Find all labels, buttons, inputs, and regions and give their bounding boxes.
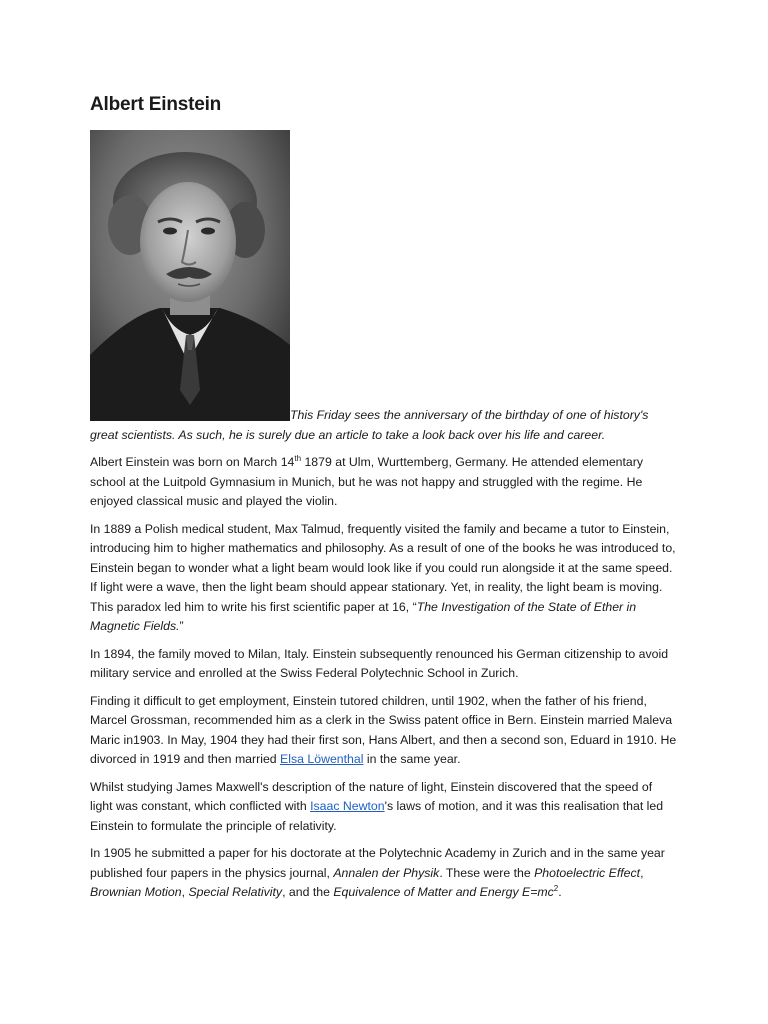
paper-mass-energy: Equivalence of Matter and Energy E=mc (333, 885, 554, 899)
link-isaac-newton[interactable]: Isaac Newton (310, 799, 385, 813)
text-segment: . These were the (439, 865, 535, 880)
text-segment: Albert Einstein was born on March 14 (90, 455, 295, 469)
paper-brownian: Brownian Motion (90, 885, 182, 899)
text-segment: In 1889 a Polish medical student, Max Talmud, frequently visited the family and became a tutor to Einstein, introducing him to higher mathematics and philosophy. As a result of one of the books he was introduced to, Einstein began to wonder what a light beam would look like if you could run alongside it at the same speed. If light were a wave, then the light beam should appear stationary. Yet, in reality, the light beam is moving. This paradox led him to write his first scientific paper at 16, “ (90, 521, 676, 614)
paper-title: The Investigation of the State of Ether in Magnetic Fields. (90, 599, 637, 633)
link-elsa-lowenthal[interactable]: Elsa Löwenthal (280, 752, 364, 766)
text-segment: , (181, 885, 189, 899)
paragraph-talmud (90, 520, 678, 637)
article-body (90, 406, 678, 911)
text-segment: in the same year. (363, 752, 461, 766)
paragraph-1905 (90, 844, 678, 903)
intro-paragraph: This Friday sees the anniversary of the birthday of one of history's great scientists. As such, he is surely due an article to take a look back over his life and career. (90, 408, 649, 442)
text-segment: Whilst studying James Maxwell's description of the nature of light, Einstein discovered that the speed of light was constant, which conflicted with (90, 779, 653, 813)
page-title: Albert Einstein (90, 94, 222, 115)
paper-special-relativity: Special Relativity (188, 885, 283, 899)
paragraph-milan: In 1894, the family moved to Milan, Italy. Einstein subsequently renounced his German citizenship to avoid military service and enrolled at the Swiss Federal Polytechnic School in Zurich. (90, 646, 669, 680)
exponent: 2 (553, 883, 559, 893)
text-segment: ” (179, 619, 184, 633)
paragraph-relativity (90, 778, 678, 837)
text-segment: 's laws of motion, and it was this realisation that led Einstein to formulate the principle of relativity. (90, 799, 664, 833)
journal-title: Annalen der Physik (333, 865, 440, 880)
text-segment: Finding it difficult to get employment, Einstein tutored children, until 1902, when the father of his friend, Marcel Grossman, recommended him as a clerk in the Swiss patent office in Bern. Einstein married Maleva Maric in1903. In May, 1904 they had their first son, Hans Albert, and then a second son, Eduard in 1910. He divorced in 1919 and then married (90, 693, 677, 766)
paragraph-birth (90, 453, 678, 512)
text-segment: 1879 at Ulm, Wurttemberg, Germany. He attended elementary school at the Luitpold Gymnasium in Munich, but he was not happy and struggled with the regime. He enjoyed classical music and played the violin. (90, 455, 644, 508)
ordinal-suffix: th (294, 453, 302, 463)
paragraph-employment (90, 692, 678, 770)
text-segment: In 1905 he submitted a paper for his doctorate at the Polytechnic Academy in Zurich and in the same year published four papers in the physics journal, (90, 846, 665, 880)
text-segment: . (558, 885, 562, 899)
text-segment: , (640, 865, 644, 880)
text-segment: , and the (282, 885, 334, 899)
portrait-photo (90, 130, 290, 421)
paper-photoelectric: Photoelectric Effect (534, 865, 641, 880)
